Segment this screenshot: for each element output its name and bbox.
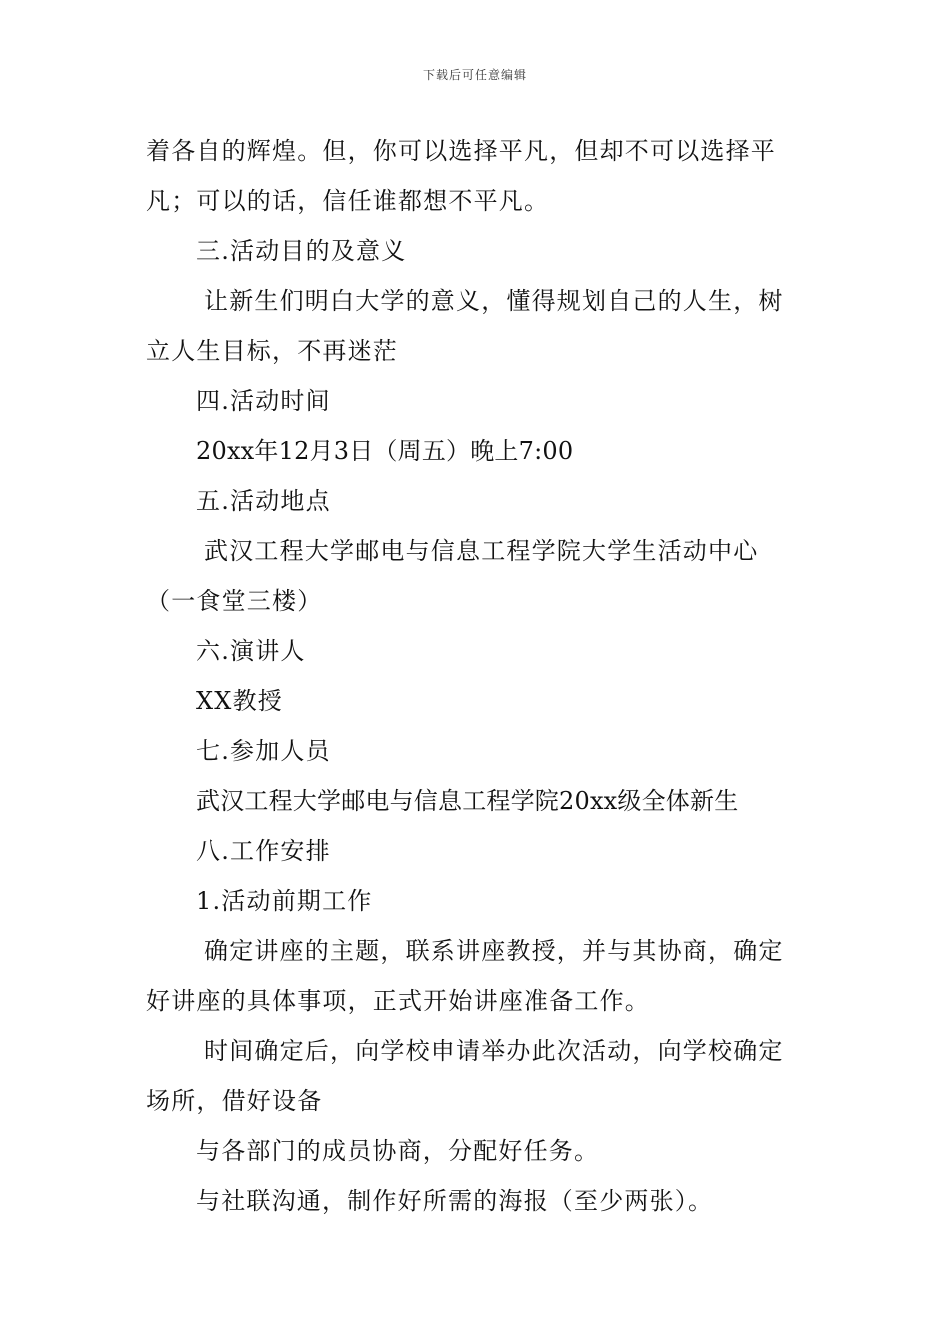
- paragraph-line: 与各部门的成员协商，分配好任务。: [196, 1137, 600, 1165]
- section-heading: 三.活动目的及意义: [196, 237, 407, 265]
- paragraph-line: 20xx年12月3日（周五）晚上7:00: [196, 437, 574, 465]
- section-heading: 六.演讲人: [196, 637, 306, 665]
- paragraph-line: 与社联沟通，制作好所需的海报（至少两张）。: [196, 1187, 714, 1215]
- paragraph-line: 好讲座的具体事项，正式开始讲座准备工作。: [146, 987, 650, 1015]
- paragraph-line: 时间确定后，向学校申请举办此次活动，向学校确定: [204, 1037, 784, 1065]
- section-heading: 七.参加人员: [196, 737, 331, 765]
- section-heading: 四.活动时间: [196, 387, 331, 415]
- paragraph-line: 确定讲座的主题，联系讲座教授，并与其协商，确定: [204, 937, 784, 965]
- paragraph-line: 武汉工程大学邮电与信息工程学院大学生活动中心: [204, 537, 759, 565]
- paragraph-line: 武汉工程大学邮电与信息工程学院20xx级全体新生: [196, 787, 739, 815]
- paragraph-line: 着各自的辉煌。但，你可以选择平凡，但却不可以选择平: [146, 137, 776, 165]
- header-note: 下载后可任意编辑: [422, 68, 527, 82]
- paragraph-line: 让新生们明白大学的意义，懂得规划自己的人生，树: [204, 287, 784, 315]
- paragraph-line: XX教授: [196, 687, 283, 715]
- paragraph-line: 凡；可以的话，信任谁都想不平凡。: [146, 187, 550, 215]
- document-body: [146, 126, 808, 1226]
- section-heading: 八.工作安排: [196, 837, 331, 865]
- subsection-heading: 1.活动前期工作: [196, 887, 373, 915]
- section-heading: 五.活动地点: [196, 487, 331, 515]
- paragraph-line: （一食堂三楼）: [146, 587, 323, 615]
- paragraph-line: 立人生目标，不再迷茫: [146, 337, 398, 365]
- paragraph-line: 场所，借好设备: [146, 1087, 323, 1115]
